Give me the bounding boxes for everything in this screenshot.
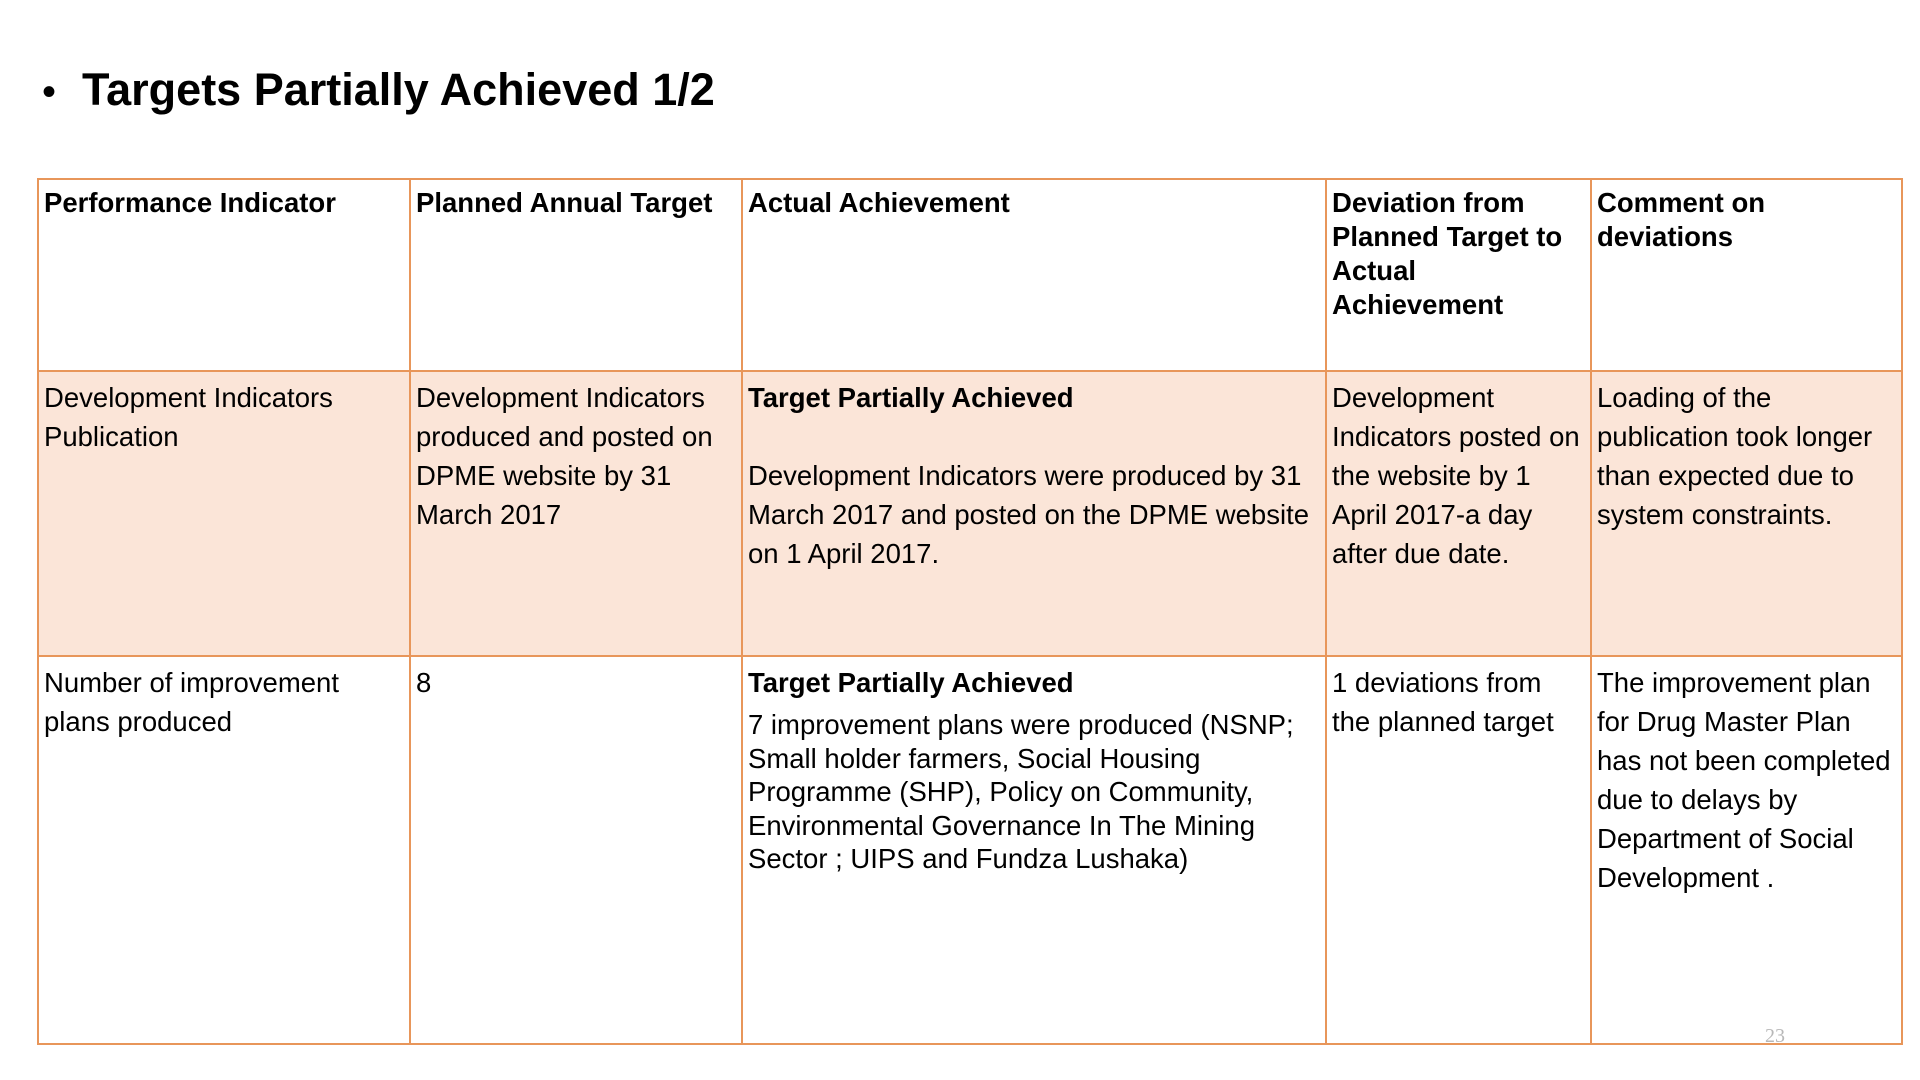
header-actual-achievement: Actual Achievement <box>742 179 1326 371</box>
achievement-status: Target Partially Achieved <box>748 382 1074 413</box>
table-row <box>38 371 1902 656</box>
page-number: 23 <box>1765 1025 1785 1047</box>
achievement-detail: Development Indicators were produced by 31 March 2017 and posted on the DPME website on 1 April 2017. <box>748 460 1310 569</box>
performance-table <box>37 178 1903 1045</box>
achievement-detail: 7 improvement plans were produced (NSNP; Small holder farmers, Social Housing Programme (SHP), Policy on Community, Environmental Governance In The Mining Sector ; UIPS and Fundza Lushaka) <box>748 709 1294 874</box>
table-header-row <box>38 179 1902 371</box>
title-bullet: • <box>42 70 57 114</box>
cell-deviation: Development Indicators posted on the website by 1 April 2017-a day after due date. <box>1326 371 1591 656</box>
achievement-status: Target Partially Achieved <box>748 667 1074 698</box>
cell-indicator: Development Indicators Publication <box>38 371 410 656</box>
cell-actual-achievement <box>742 656 1326 1044</box>
slide-title <box>42 62 715 120</box>
cell-actual-achievement <box>742 371 1326 656</box>
header-performance-indicator: Performance Indicator <box>38 179 410 371</box>
spacer <box>748 417 1320 456</box>
cell-planned-target: 8 <box>410 656 742 1044</box>
header-planned-annual-target: Planned Annual Target <box>410 179 742 371</box>
table-row <box>38 656 1902 1044</box>
header-comment: Comment on deviations <box>1591 179 1902 371</box>
cell-indicator: Number of improvement plans produced <box>38 656 410 1044</box>
header-deviation: Deviation from Planned Target to Actual Achievement <box>1326 179 1591 371</box>
cell-planned-target: Development Indicators produced and posted on DPME website by 31 March 2017 <box>410 371 742 656</box>
cell-comment: Loading of the publication took longer than expected due to system constraints. <box>1591 371 1902 656</box>
title-text: Targets Partially Achieved 1/2 <box>82 64 715 115</box>
cell-deviation: 1 deviations from the planned target <box>1326 656 1591 1044</box>
cell-comment: The improvement plan for Drug Master Plan has not been completed due to delays by Department of Social Development . <box>1591 656 1902 1044</box>
